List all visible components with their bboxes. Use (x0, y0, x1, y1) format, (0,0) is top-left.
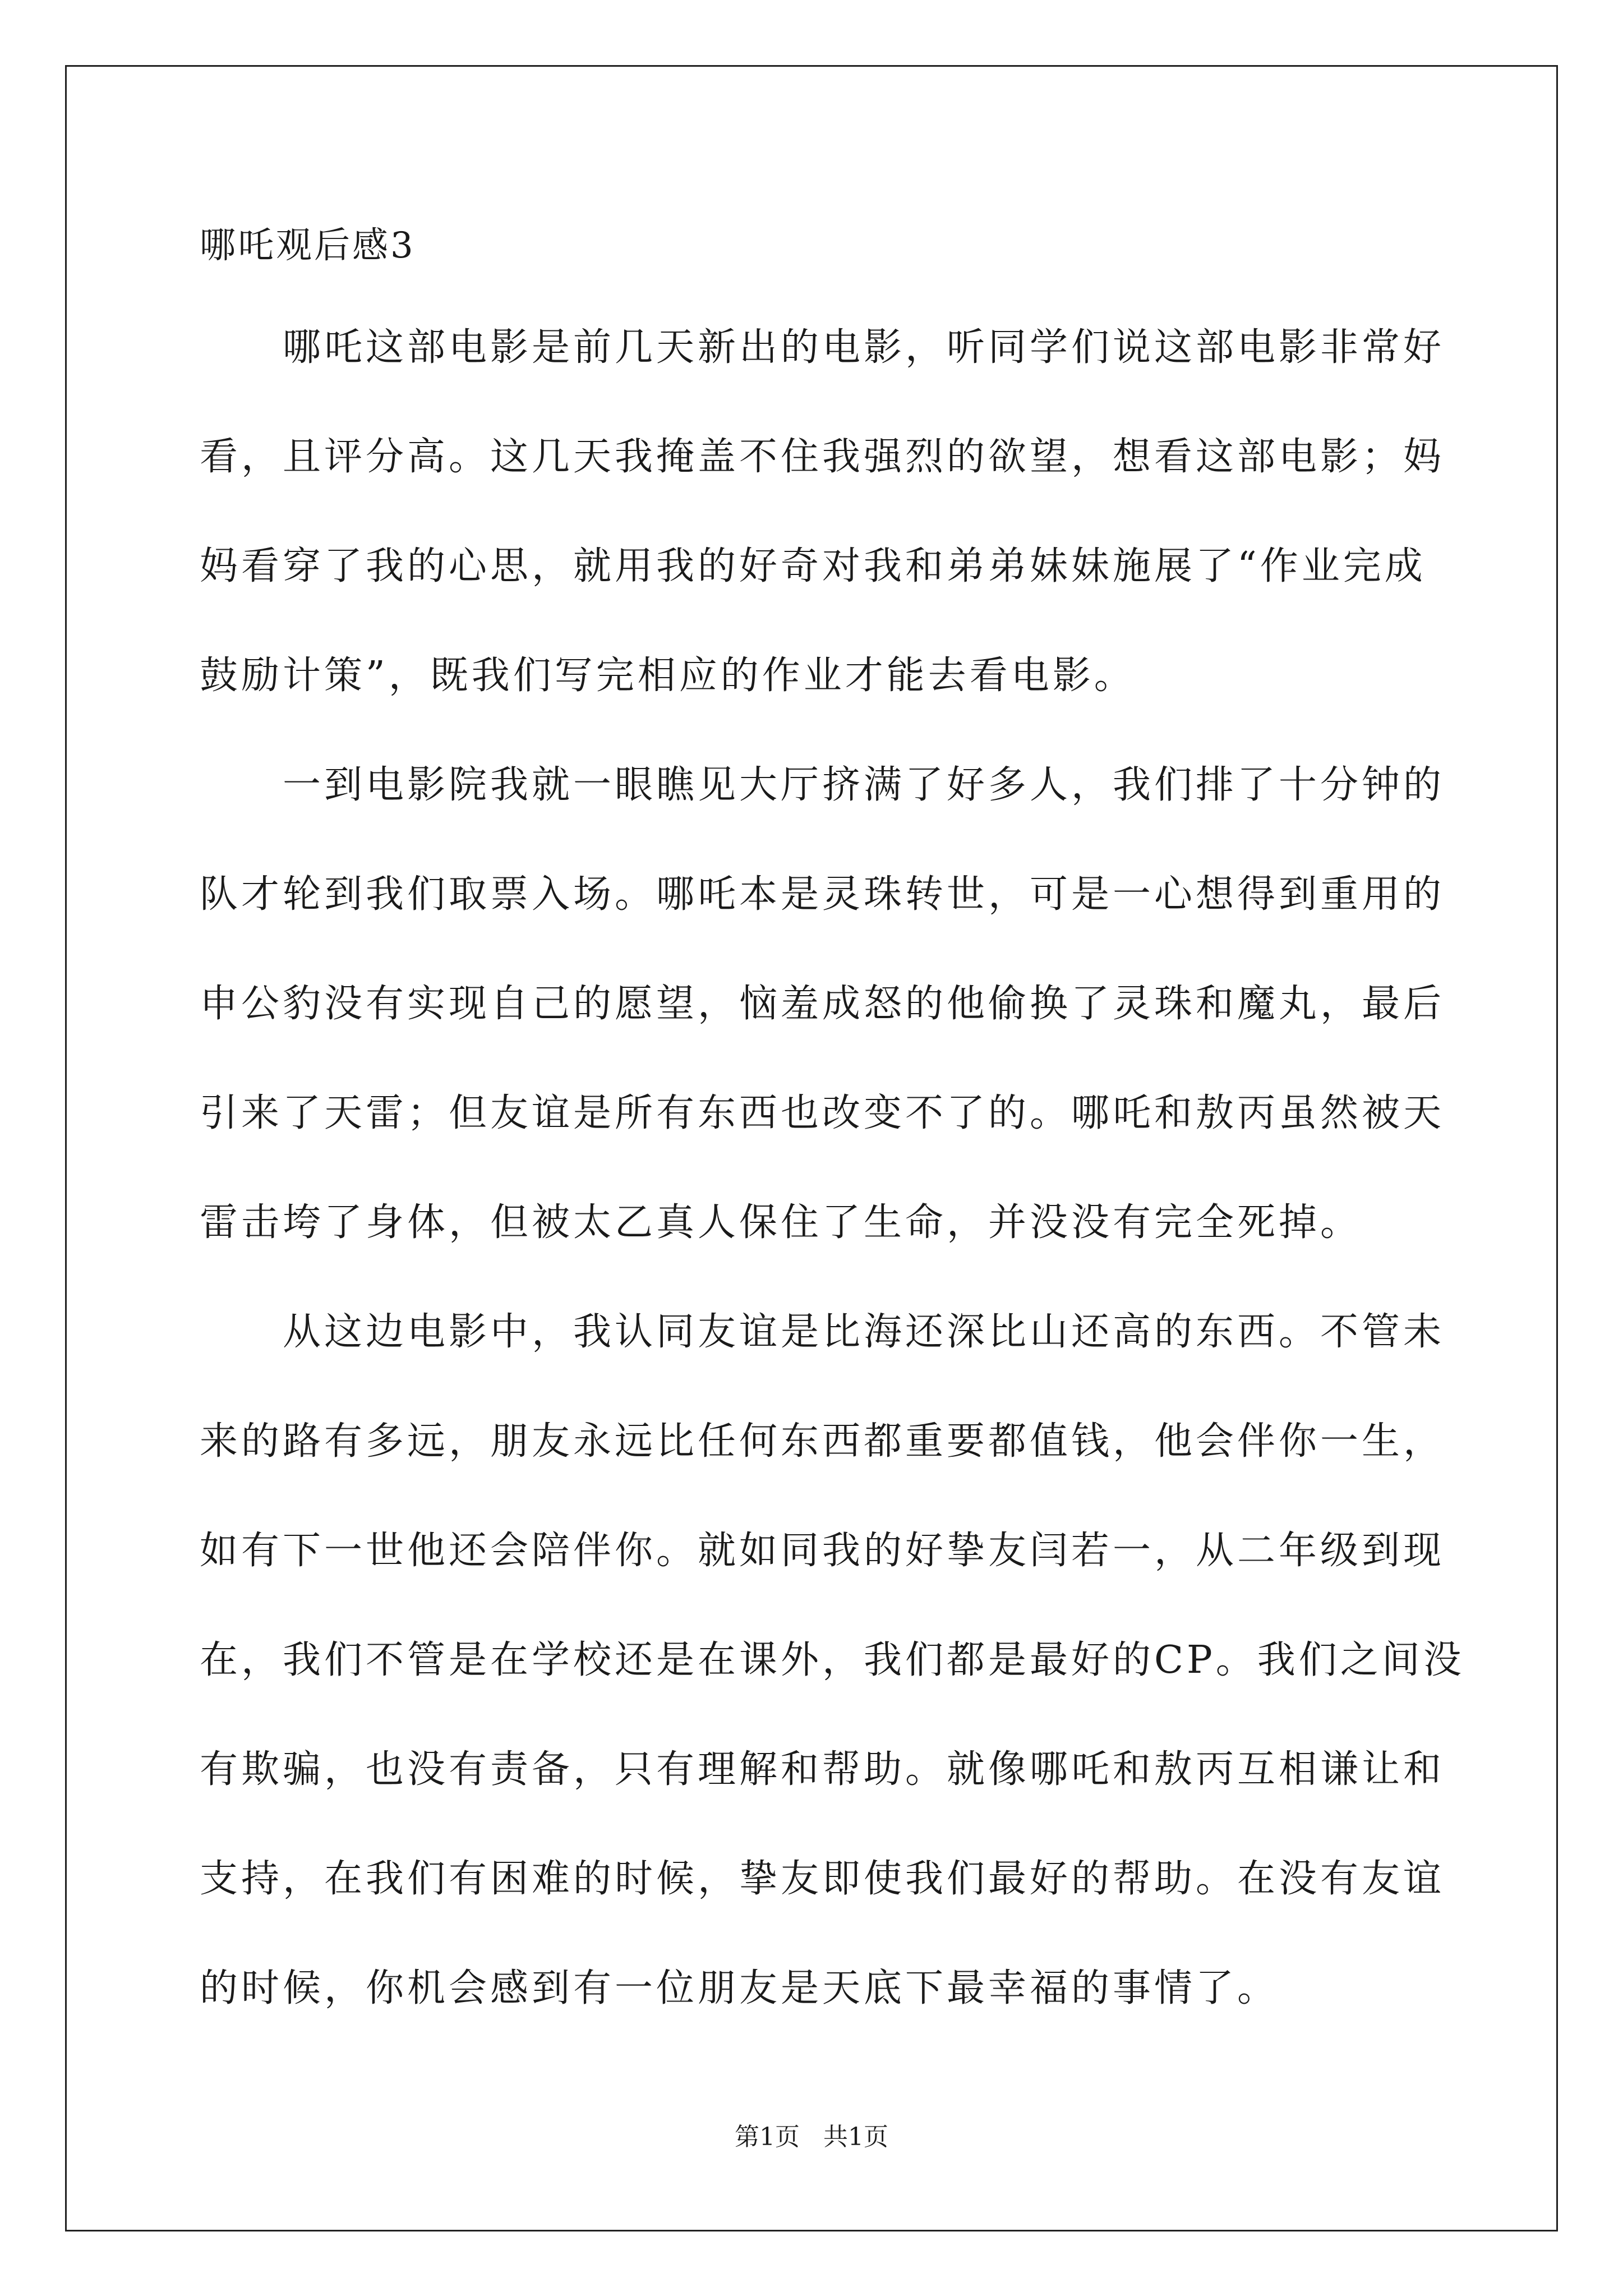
paragraph-2-line-2: 队才轮到我们取票入场。哪吒本是灵珠转世，可是一心想得到重用的 (200, 872, 1445, 917)
paragraph-3-line-4: 在，我们不管是在学校还是在课外，我们都是最好的CP。我们之间没 (200, 1638, 1465, 1682)
paragraph-2-line-1: 一到电影院我就一眼瞧见大厅挤满了好多人，我们排了十分钟的 (283, 763, 1445, 807)
page-number-footer: 第1页 共1页 (735, 2123, 888, 2151)
paragraph-3-line-2: 来的路有多远，朋友永远比任何东西都重要都值钱，他会伴你一生， (200, 1419, 1445, 1464)
paragraph-3-line-5: 有欺骗，也没有责备，只有理解和帮助。就像哪吒和敖丙互相谦让和 (200, 1747, 1445, 1792)
document-title: 哪吒观后感3 (200, 225, 416, 266)
paragraph-2-line-3: 申公豹没有实现自己的愿望，恼羞成怒的他偷换了灵珠和魔丸，最后 (200, 982, 1445, 1026)
paragraph-3-line-7: 的时候，你机会感到有一位朋友是天底下最幸福的事情了。 (200, 1966, 1279, 2010)
paragraph-1-line-3: 妈看穿了我的心思，就用我的好奇对我和弟弟妹妹施展了“作业完成 (200, 544, 1426, 588)
paragraph-2-line-4: 引来了天雷；但友谊是所有东西也改变不了的。哪吒和敖丙虽然被天 (200, 1091, 1445, 1135)
paragraph-1-line-4: 鼓励计策”，既我们写完相应的作业才能去看电影。 (200, 654, 1136, 698)
paragraph-3-line-1: 从这边电影中，我认同友谊是比海还深比山还高的东西。不管未 (283, 1310, 1445, 1354)
paragraph-1-line-1: 哪吒这部电影是前几天新出的电影，听同学们说这部电影非常好 (283, 325, 1445, 370)
paragraph-1-line-2: 看，且评分高。这几天我掩盖不住我强烈的欲望，想看这部电影；妈 (200, 435, 1445, 479)
paragraph-3-line-3: 如有下一世他还会陪伴你。就如同我的好挚友闫若一，从二年级到现 (200, 1529, 1445, 1573)
paragraph-2-line-5: 雷击垮了身体，但被太乙真人保住了生命，并没没有完全死掉。 (200, 1200, 1362, 1245)
paragraph-3-line-6: 支持，在我们有困难的时候，挚友即使我们最好的帮助。在没有友谊 (200, 1857, 1445, 1901)
